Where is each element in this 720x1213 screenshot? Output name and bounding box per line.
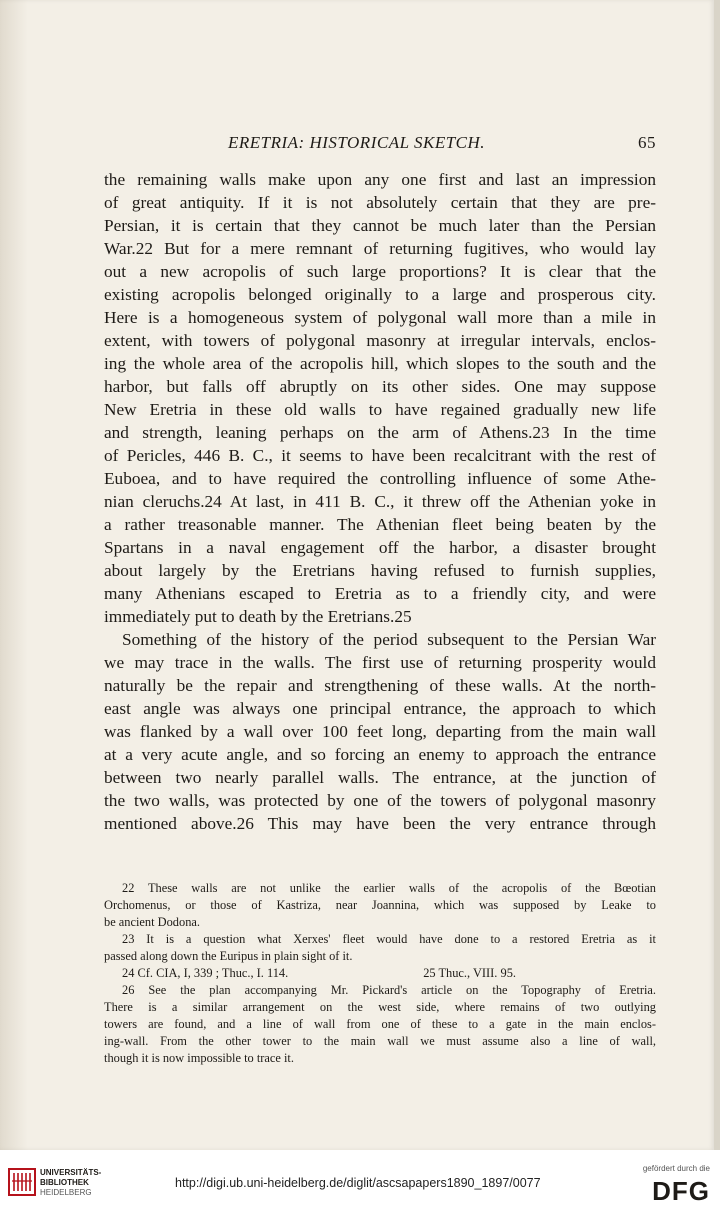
- text-line: many Athenians escaped to Eretria as to a friendly city, and were: [104, 584, 656, 603]
- dfg-logo: DFG: [652, 1176, 710, 1206]
- footnote-line: ing-wall. From the other tower to the main wall we must assume also a line of wall,: [104, 1034, 656, 1048]
- footnote-line: 23 It is a question what Xerxes' fleet would have done to a restored Eretria as it: [122, 932, 656, 946]
- text-line: between two nearly parallel walls. The entrance, at the junction of: [104, 768, 656, 787]
- text-line: Here is a homogeneous system of polygonal wall more than a mile in: [104, 308, 656, 327]
- text-line: New Eretria in these old walls to have regained gradually new life: [104, 400, 656, 419]
- footnote-line: towers are found, and a line of wall from one of these to a gate in the main enclos-: [104, 1017, 656, 1031]
- library-name: UNIVERSITÄTS- BIBLIOTHEK HEIDELBERG: [40, 1168, 102, 1197]
- footnotes: [104, 880, 656, 1067]
- text-line: existing acropolis belonged originally to a large and prosperous city.: [104, 285, 656, 304]
- running-title: ERETRIA: HISTORICAL SKETCH.: [228, 133, 486, 152]
- paragraph-2: [104, 628, 656, 835]
- text-line: the remaining walls make upon any one first and last an impression: [104, 170, 656, 189]
- text-line: ing the whole area of the acropolis hill, which slopes to the south and the: [104, 354, 656, 373]
- text-line: at a very acute angle, and so forcing an enemy to approach the entrance: [104, 745, 656, 764]
- footnote-line: be ancient Dodona.: [104, 915, 200, 929]
- text-line: Something of the history of the period subsequent to the Persian War: [122, 630, 656, 649]
- text-line: was flanked by a wall over 100 feet long, departing from the main wall: [104, 722, 656, 741]
- footnote-line: passed along down the Euripus in plain sight of it.: [104, 949, 353, 963]
- footnote-line: Orchomenus, or those of Kastriza, near Joannina, which was supposed by Leake to: [104, 898, 656, 912]
- text-line: and strength, leaning perhaps on the arm of Athens.23 In the time: [104, 423, 656, 442]
- footnote-25: 25 Thuc., VIII. 95.: [423, 966, 516, 980]
- text-line: east angle was always one principal entrance, the approach to which: [104, 699, 656, 718]
- paragraph-1: [104, 168, 656, 628]
- text-line: mentioned above.26 This may have been the very entrance through: [104, 814, 656, 833]
- footnote-line: 26 See the plan accompanying Mr. Pickard's article on the Topography of Eretria.: [122, 983, 656, 997]
- text-line: naturally be the repair and strengthening of these walls. At the north-: [104, 676, 656, 695]
- text-line: of Pericles, 446 B. C., it seems to have been recalcitrant with the rest of: [104, 446, 656, 465]
- text-line: Spartans in a naval engagement off the harbor, a disaster brought: [104, 538, 656, 557]
- text-line: of great antiquity. If it is not absolutely certain that they are pre-: [104, 193, 656, 212]
- text-line: out a new acropolis of such large proportions? It is clear that the: [104, 262, 656, 281]
- footnote-line: though it is now impossible to trace it.: [104, 1051, 294, 1065]
- page-gutter-shade: [0, 0, 28, 1150]
- text-line: extent, with towers of polygonal masonry at irregular intervals, enclos-: [104, 331, 656, 350]
- text-line: nian cleruchs.24 At last, in 411 B. C., it threw off the Athenian yoke in: [104, 492, 656, 511]
- footnote-line: There is a similar arrangement on the west side, where remains of two outlying: [104, 1000, 656, 1014]
- text-line: we may trace in the walls. The first use of returning prosperity would: [104, 653, 656, 672]
- page-number: 65: [638, 133, 656, 152]
- text-line: immediately put to death by the Eretrians.25: [104, 607, 412, 626]
- text-line: War.22 But for a mere remnant of returning fugitives, who would lay: [104, 239, 656, 258]
- footnote-23: [104, 931, 656, 965]
- text-line: harbor, but falls off abruptly on its other sides. One may suppose: [104, 377, 656, 396]
- body-text: [104, 168, 656, 835]
- text-line: Euboea, and to have required the controlling influence of some Athe-: [104, 469, 656, 488]
- text-line: about largely by the Eretrians having refused to furnish supplies,: [104, 561, 656, 580]
- text-line: a rather treasonable manner. The Athenian fleet being beaten by the: [104, 515, 656, 534]
- permalink[interactable]: http://digi.ub.uni-heidelberg.de/diglit/ascsapapers1890_1897/0077: [175, 1176, 541, 1190]
- text-line: the two walls, was protected by one of the towers of polygonal masonry: [104, 791, 656, 810]
- footnote-line: 22 These walls are not unlike the earlier walls of the acropolis of the Bœotian: [122, 881, 656, 895]
- footnote-24: 24 Cf. CIA, I, 339 ; Thuc., I. 114.: [122, 966, 289, 980]
- funded-by-label: gefördert durch die: [642, 1164, 710, 1173]
- university-library-logo-icon: [8, 1167, 36, 1197]
- digitization-footer: [0, 1150, 720, 1213]
- footnote-24-25: [104, 965, 656, 982]
- text-line: Persian, it is certain that they cannot be much later than the Persian: [104, 216, 656, 235]
- footnote-22: [104, 880, 656, 931]
- running-head: [104, 133, 656, 159]
- footnote-26: [104, 982, 656, 1067]
